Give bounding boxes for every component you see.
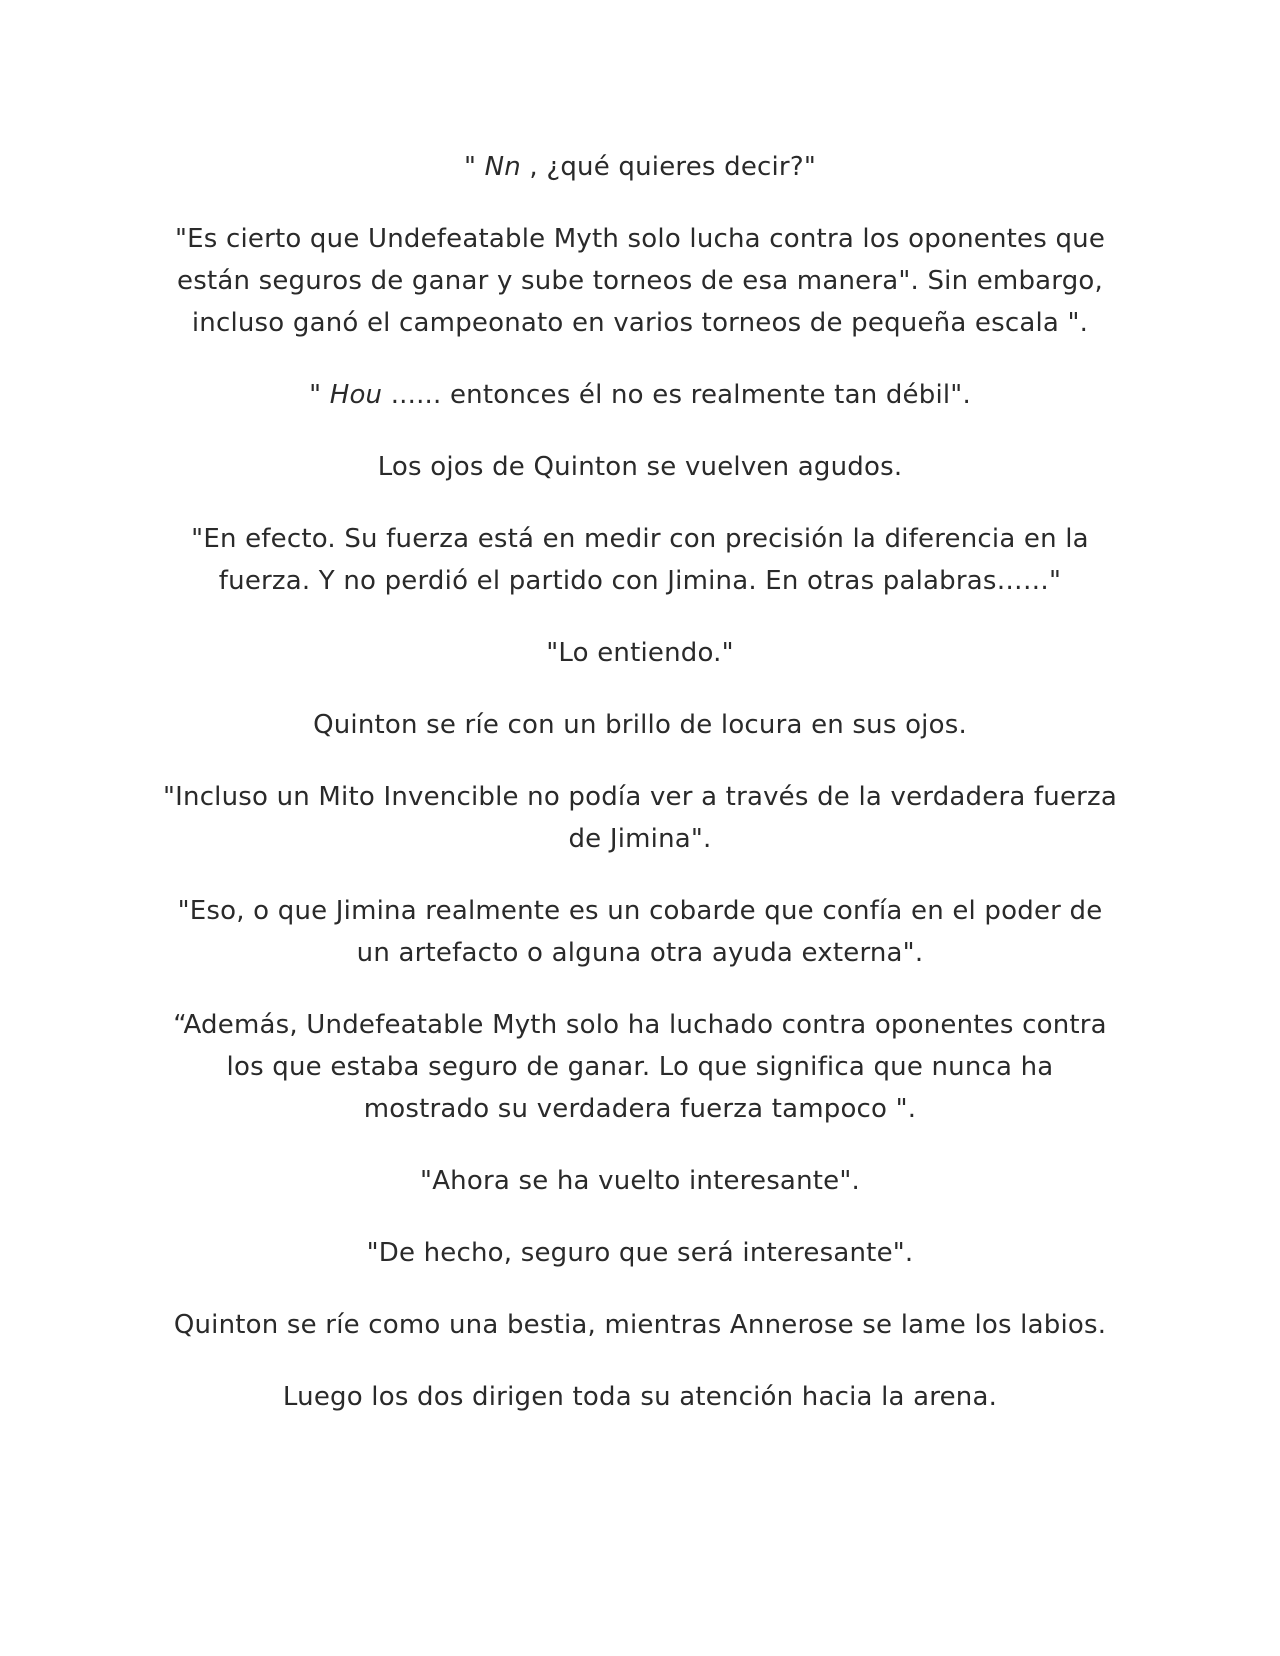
paragraph-5: "En efecto. Su fuerza está en medir con precisión la diferencia en la fuerza. Y no perdió el partido con Jimina. En otras palabras……": [191, 524, 1089, 596]
paragraph-11: "Ahora se ha vuelto interesante".: [420, 1166, 860, 1196]
paragraph-13: Quinton se ríe como una bestia, mientras Annerose se lame los labios.: [173, 1310, 1107, 1340]
paragraph-7: Quinton se ríe con un brillo de locura en sus ojos.: [313, 710, 967, 740]
paragraph-3-post: ...... entonces él no es realmente tan débil".: [382, 380, 971, 410]
paragraph-8: "Incluso un Mito Invencible no podía ver a través de la verdadera fuerza de Jimina".: [162, 782, 1118, 854]
paragraph-3: [160, 374, 1120, 416]
paragraph-14: Luego los dos dirigen toda su atención hacia la arena.: [282, 1382, 998, 1412]
paragraph-12: "De hecho, seguro que será interesante".: [366, 1238, 914, 1268]
paragraph-4: Los ojos de Quinton se vuelven agudos.: [377, 452, 903, 482]
paragraph-3-emphasis: Hou: [329, 380, 383, 410]
paragraph-1-pre: ": [464, 152, 485, 182]
paragraph-9: "Eso, o que Jimina realmente es un cobarde que confía en el poder de un artefacto o alguna otra ayuda externa".: [177, 896, 1103, 968]
paragraph-1-post: , ¿qué quieres decir?": [520, 152, 816, 182]
paragraph-2: "Es cierto que Undefeatable Myth solo lucha contra los oponentes que están seguros de ganar y sube torneos de esa manera". Sin embargo, incluso ganó el campeonato en varios torneos de pequeña escala ".: [174, 224, 1106, 338]
paragraph-10: “Además, Undefeatable Myth solo ha luchado contra oponentes contra los que estaba seguro de ganar. Lo que significa que nunca ha mostrado su verdadera fuerza tampoco ".: [173, 1010, 1107, 1124]
paragraph-1: [160, 146, 1120, 188]
paragraph-1-emphasis: Nn: [484, 152, 521, 182]
paragraph-3-pre: ": [309, 380, 330, 410]
paragraph-6: "Lo entiendo.": [546, 638, 734, 668]
